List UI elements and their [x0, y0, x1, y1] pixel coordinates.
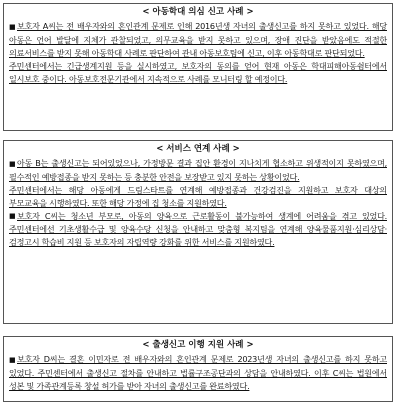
case-paragraph: [9, 157, 387, 184]
case-paragraph: [9, 210, 387, 250]
case-text: 아동 B는 출생신고는 되어있었으나, 가정방문 결과 집안 환경이 지나치게 협소하고 위생적이지 못하였으며, 필수적인 예방접종을 받지 못하는 등 충분한 안전을 보장받고 있지 못하는 상황이었다.: [9, 158, 387, 182]
section-title: < 서비스 연계 사례 >: [156, 144, 240, 154]
case-paragraph: [9, 353, 387, 393]
case-text: 주민센터에서는 해당 아동에게 드림스타트를 연계해 예방접종과 건강검진을 지원하고 보호자 대상의 부모교육을 시행하였다. 또한 해당 가정에 집 청소를 지원하였다.: [9, 184, 387, 208]
square-bullet-icon: ■: [9, 22, 16, 31]
case-text: 보호자 D씨는 결혼 이민자로 전 배우자와의 혼인관계 문제로 2023년생 자녀의 출생신고를 하지 못하고 있었다. 주민센터에서 출생신고 절차를 안내하고 법률구조공단과의 상담을 안내하였다. 이후 C씨는 법원에서 성본 및 가족관계등록 창설 허가를 받아 자녀의 출생신고를 완료하였다.: [9, 354, 387, 391]
square-bullet-icon: ■: [9, 159, 16, 168]
case-paragraph: [9, 20, 387, 60]
section-child-abuse-case: [3, 3, 393, 131]
square-bullet-icon: ■: [9, 212, 16, 220]
section-title: < 출생신고 이행 지원 사례 >: [142, 340, 254, 350]
section-birth-registration-case: [3, 336, 393, 402]
case-text: 보호자 C씨는 청소년 부모로, 아동의 양육으로 근로활동이 불가능하여 생계에 어려움을 겪고 있었다. 주민센터에선 기초생활수급 및 양육수당 신청을 안내하고 맞춤형 복지팀을 연계해 양육물품지원·심리상담·검정고시 학습비 지원 등 보호자의 자립역량 강화를 위한 서비스를 지원하였다.: [9, 210, 387, 247]
case-paragraph: [9, 60, 387, 86]
case-text: 보호자 A씨는 전 배우자와의 혼인관계 문제로 인해 2016년생 자녀의 출생신고를 하지 못하고 있었다. 해당 아동은 언어 발달에 지체가 관찰되었고, 의무교육을 받지 못하고 있으며, 장애 진단을 받았음에도 적절한 의료서비스를 받지 못해 아동학대 사례로 판단하여 관내 아동보호팀에 신고, 이후 아동학대로 판단되었다.: [9, 21, 387, 58]
case-paragraph: [9, 184, 387, 210]
section-title: < 아동학대 의심 신고 사례 >: [142, 7, 254, 17]
square-bullet-icon: ■: [9, 355, 16, 364]
case-text: 주민센터에서는 긴급생계지원 등을 실시하였고, 보호자의 동의를 얻어 현재 아동은 학대피해아동쉼터에서 일시보호 중이다. 아동보호전문기관에서 지속적으로 사례를 모니터링 할 예정이다.: [9, 60, 387, 84]
section-service-link-case: [3, 140, 393, 324]
